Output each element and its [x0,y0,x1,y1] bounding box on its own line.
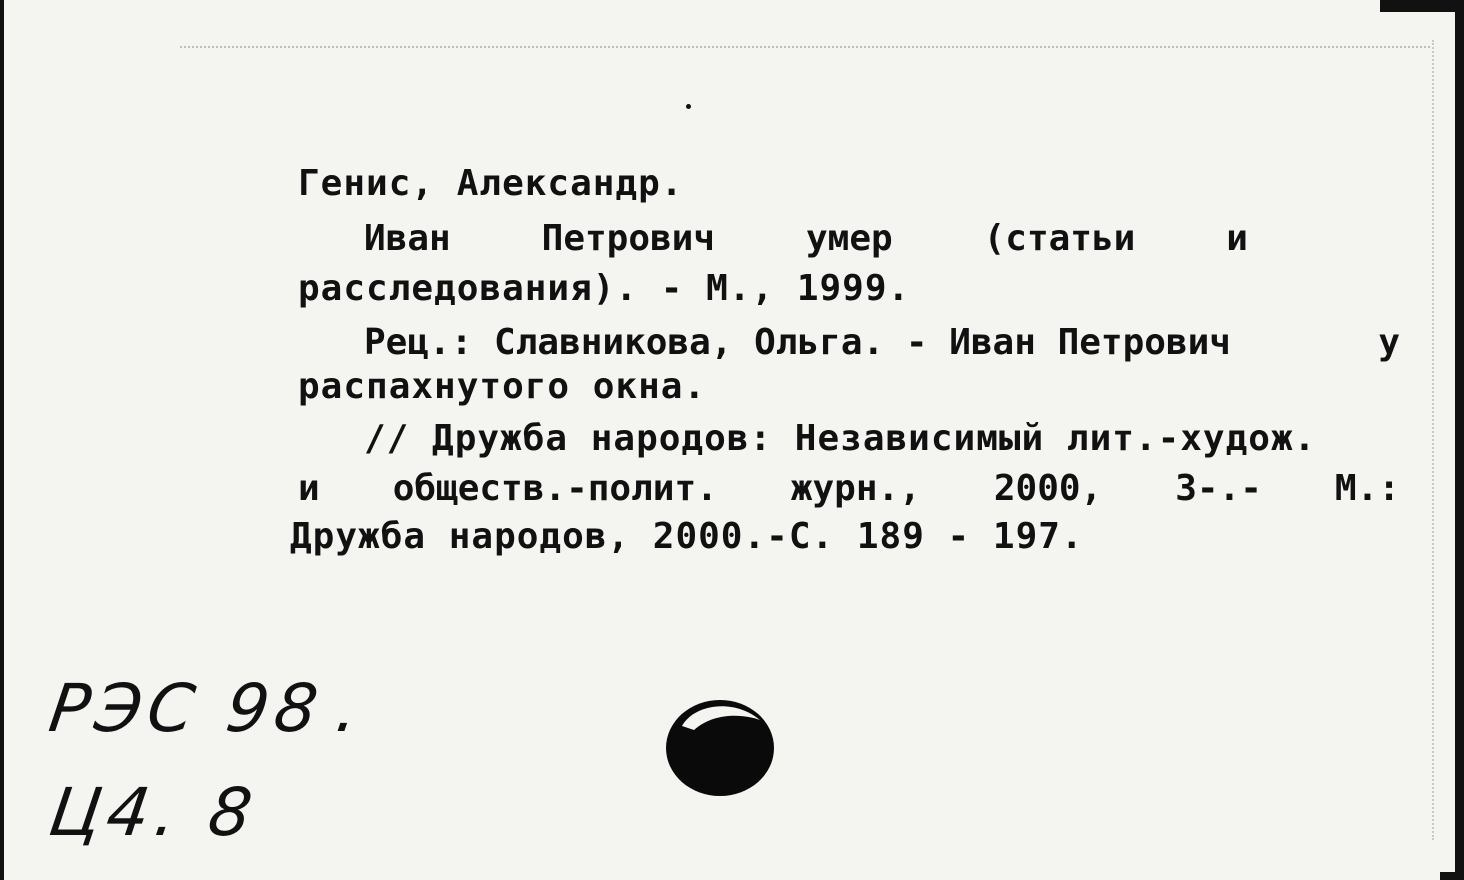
review-text: Рец.: Славникова, Ольга. - Иван Петрович [364,322,1231,363]
scan-edge-top [1380,0,1464,12]
author-heading: Генис, Александр. [298,163,684,204]
scan-artifact-line [180,46,1430,48]
scan-artifact-line [1432,40,1434,840]
scan-edge-bottom [1440,872,1464,880]
scan-edge-left [0,0,4,880]
word: и [298,468,320,509]
review-line-1 [364,322,1400,364]
word: 2000, [993,468,1103,509]
scan-edge-right [1455,0,1464,880]
word: 3-.- [1175,468,1262,509]
work-title-line-2: расследования). - М., 1999. [298,268,911,309]
ink-speck [686,104,691,109]
handwritten-shelfmark-line-2: Ц4. 8 [44,774,263,851]
source-line-2 [298,468,1400,510]
review-line-2: распахнутого окна. [298,366,707,407]
word: М.: [1334,468,1400,509]
shelfmark-text: РЭС 98 [44,670,329,747]
word: Петрович [541,218,716,259]
punch-hole [664,690,776,798]
word: журн., [790,468,921,509]
shelfmark-dot: . [331,670,370,747]
word: обществ.-полит. [392,468,718,509]
source-line-1: // Дружба народов: Независимый лит.-худож. [364,418,1317,459]
handwritten-shelfmark-line-1 [45,670,370,747]
review-text: у [1378,322,1400,363]
word: и [1226,218,1248,259]
work-title-line-1 [364,218,1248,260]
source-line-3: Дружба народов, 2000.-С. 189 - 197. [290,516,1084,557]
word: Иван [364,218,451,259]
word: умер [805,218,893,259]
word: (статьи [983,218,1136,259]
